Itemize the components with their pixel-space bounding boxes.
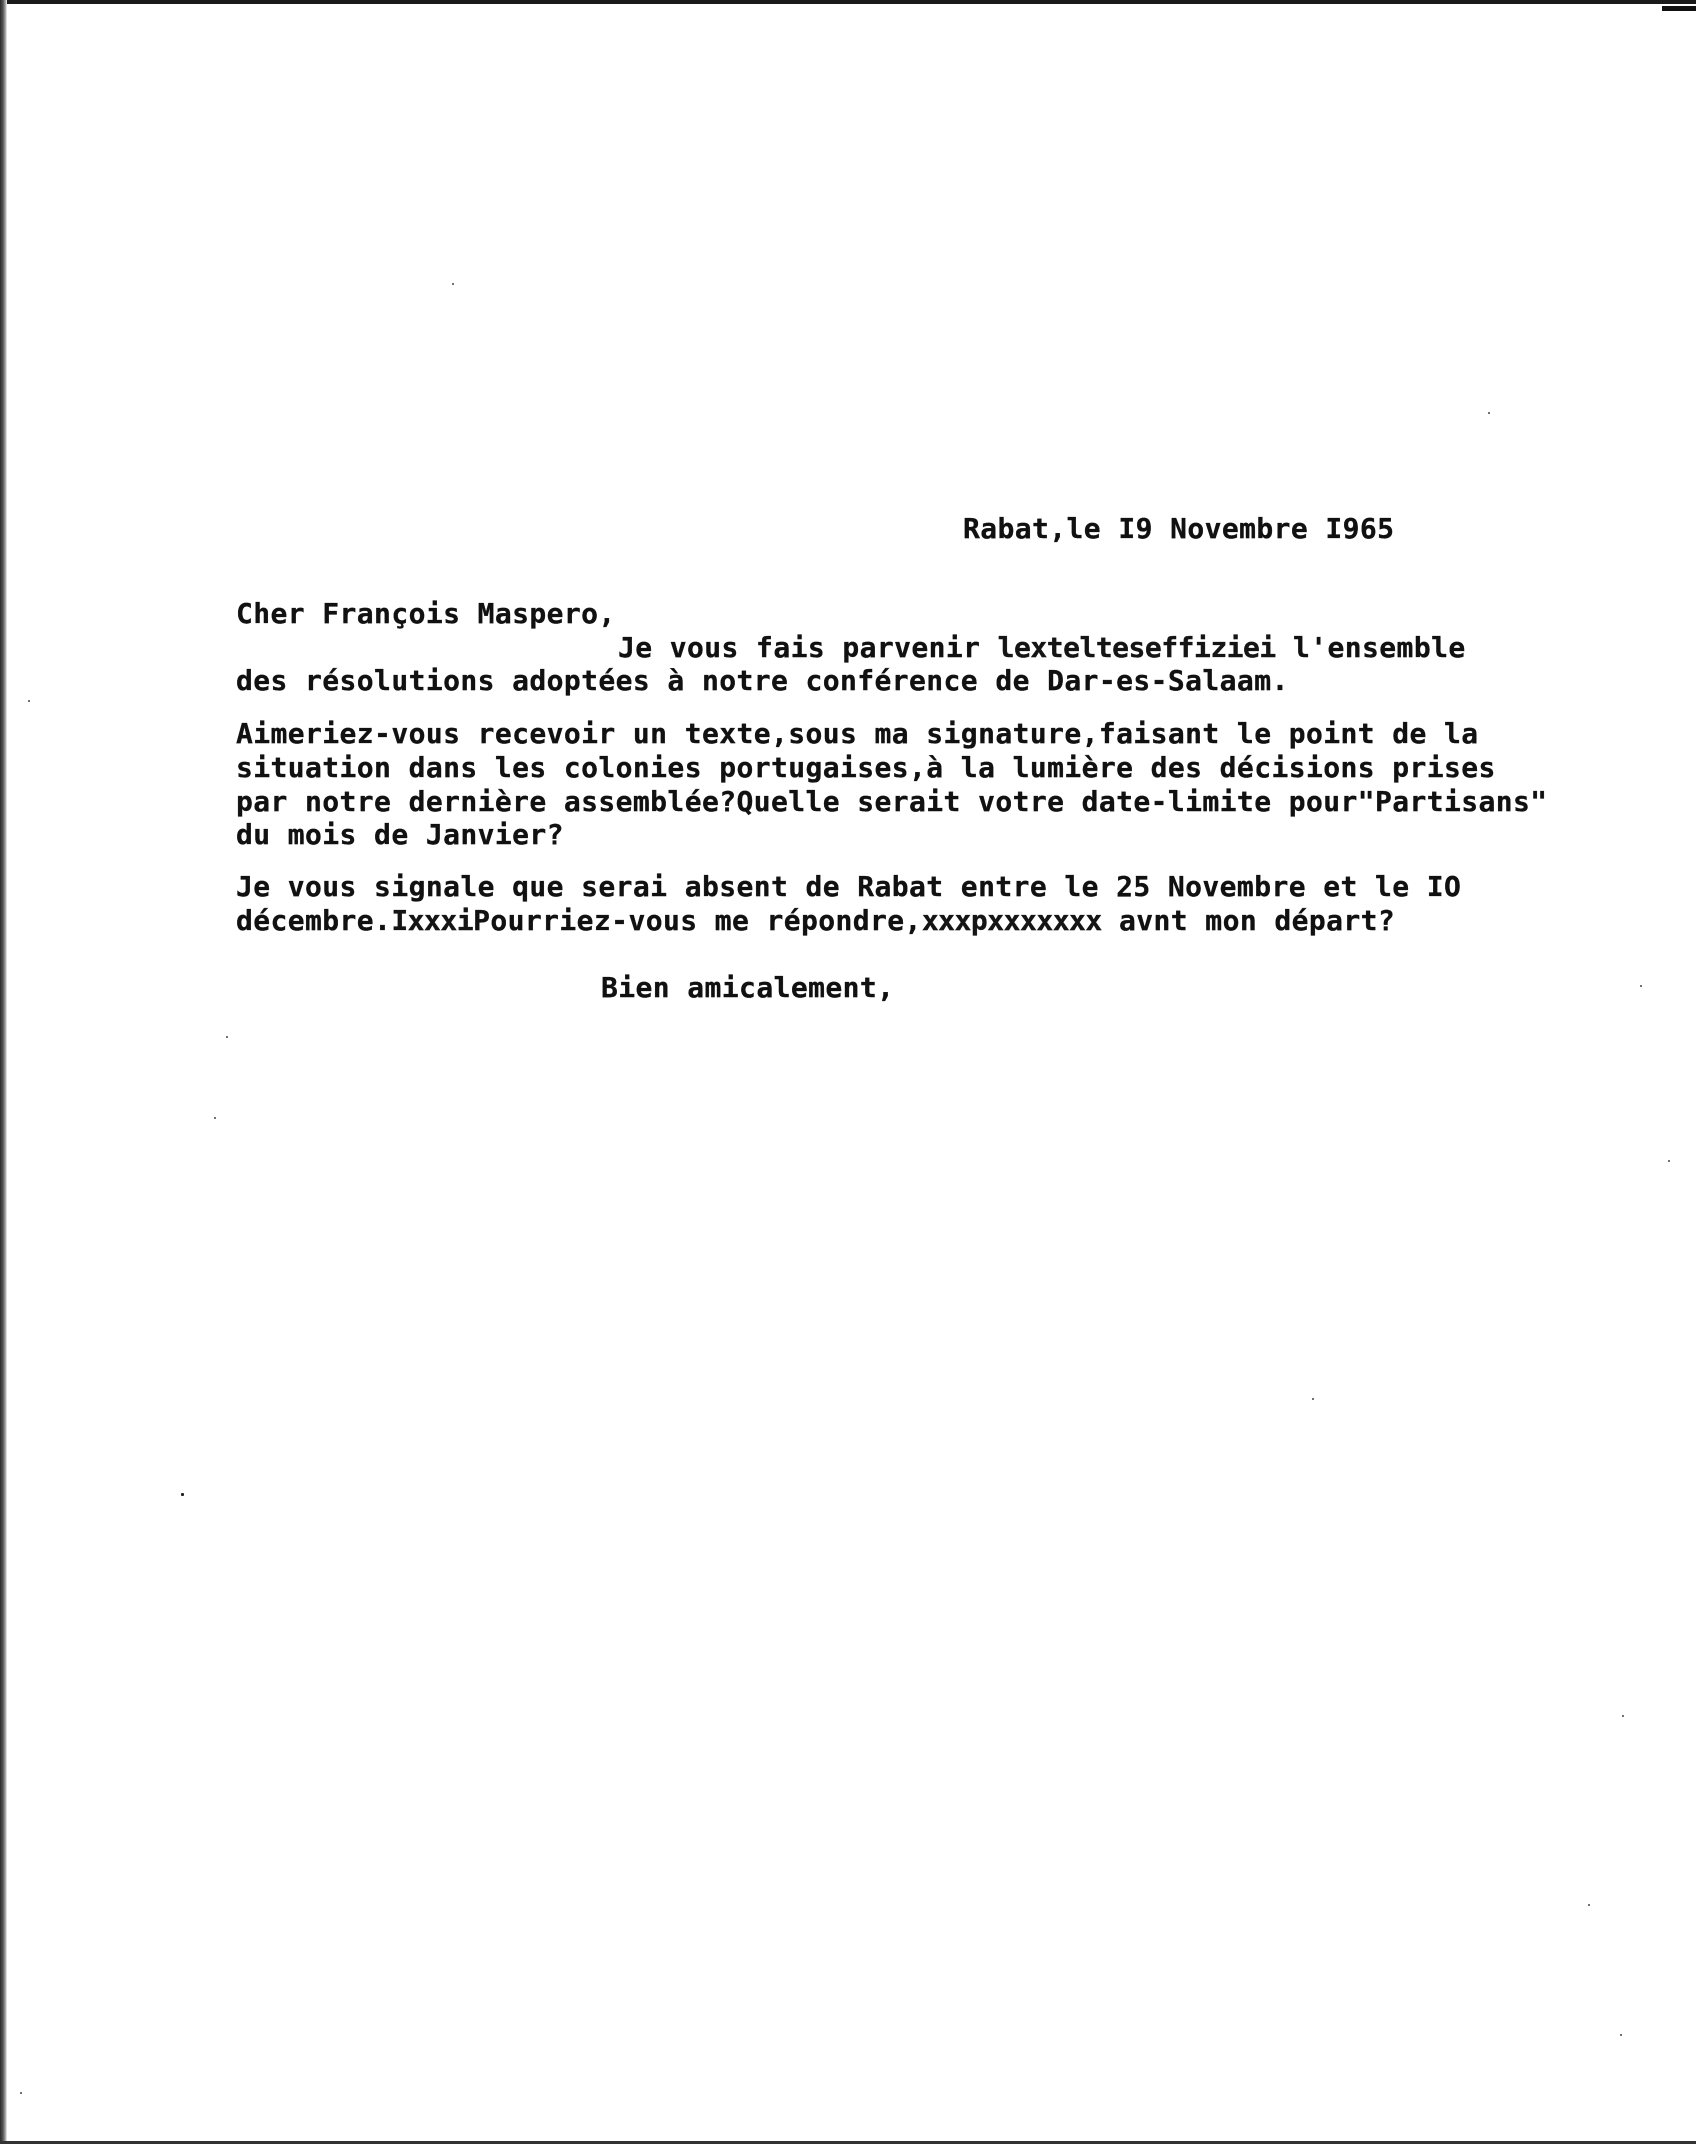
scan-speck [181,1493,184,1496]
paragraph-1-line-1 [618,632,1466,664]
paragraph-1-lead: Je vous fais parvenir [618,631,981,664]
paragraph-3-tail: avnt mon départ? [1101,904,1396,937]
struck-out-text: Ixxxi [391,904,474,937]
salutation: Cher François Maspero, [236,597,616,630]
paragraph-3-mid: Pourriez-vous me répondre, [473,904,922,937]
scan-speck [1622,1715,1624,1717]
scan-speck [1620,2034,1622,2036]
paragraph-3-line-2 [236,905,1395,937]
scan-speck [214,1117,216,1119]
scan-speck [452,283,454,285]
paragraph-2-line-2: situation dans les colonies portugaises,à la lumière des décisions prises [236,751,1496,784]
scan-top-edge [0,0,1696,4]
scan-speck [1640,985,1642,987]
scan-speck [1588,1904,1590,1906]
scan-corner-mark [1662,6,1696,11]
struck-out-text: xxxpxxxxxxx [921,904,1102,937]
struck-out-text: lextelteseffiziei [997,631,1276,664]
paragraph-3-lead: décembre. [236,904,392,937]
scan-speck [20,2092,22,2094]
paragraph-2-line-3: par notre dernière assemblée?Quelle serait votre date-limite pour"Partisans" [236,785,1548,818]
scan-speck [1312,1398,1314,1400]
scan-left-edge [0,0,7,2144]
scan-speck [28,700,30,702]
scan-speck [1488,412,1490,414]
paragraph-1-tail: l'ensemble [1293,631,1466,664]
dateline: Rabat,le I9 Novembre I965 [963,512,1395,545]
scan-speck [226,1036,228,1038]
paragraph-1-line-2: des résolutions adoptées à notre conférence de Dar-es-Salaam. [236,664,1289,697]
paragraph-2-line-1: Aimeriez-vous recevoir un texte,sous ma signature,faisant le point de la [236,717,1479,750]
scan-speck [1668,1160,1670,1162]
closing: Bien amicalement, [601,971,895,1004]
paragraph-3-line-1: Je vous signale que serai absent de Rabat entre le 25 Novembre et le IO [236,870,1462,903]
paragraph-2-line-4: du mois de Janvier? [236,818,564,851]
